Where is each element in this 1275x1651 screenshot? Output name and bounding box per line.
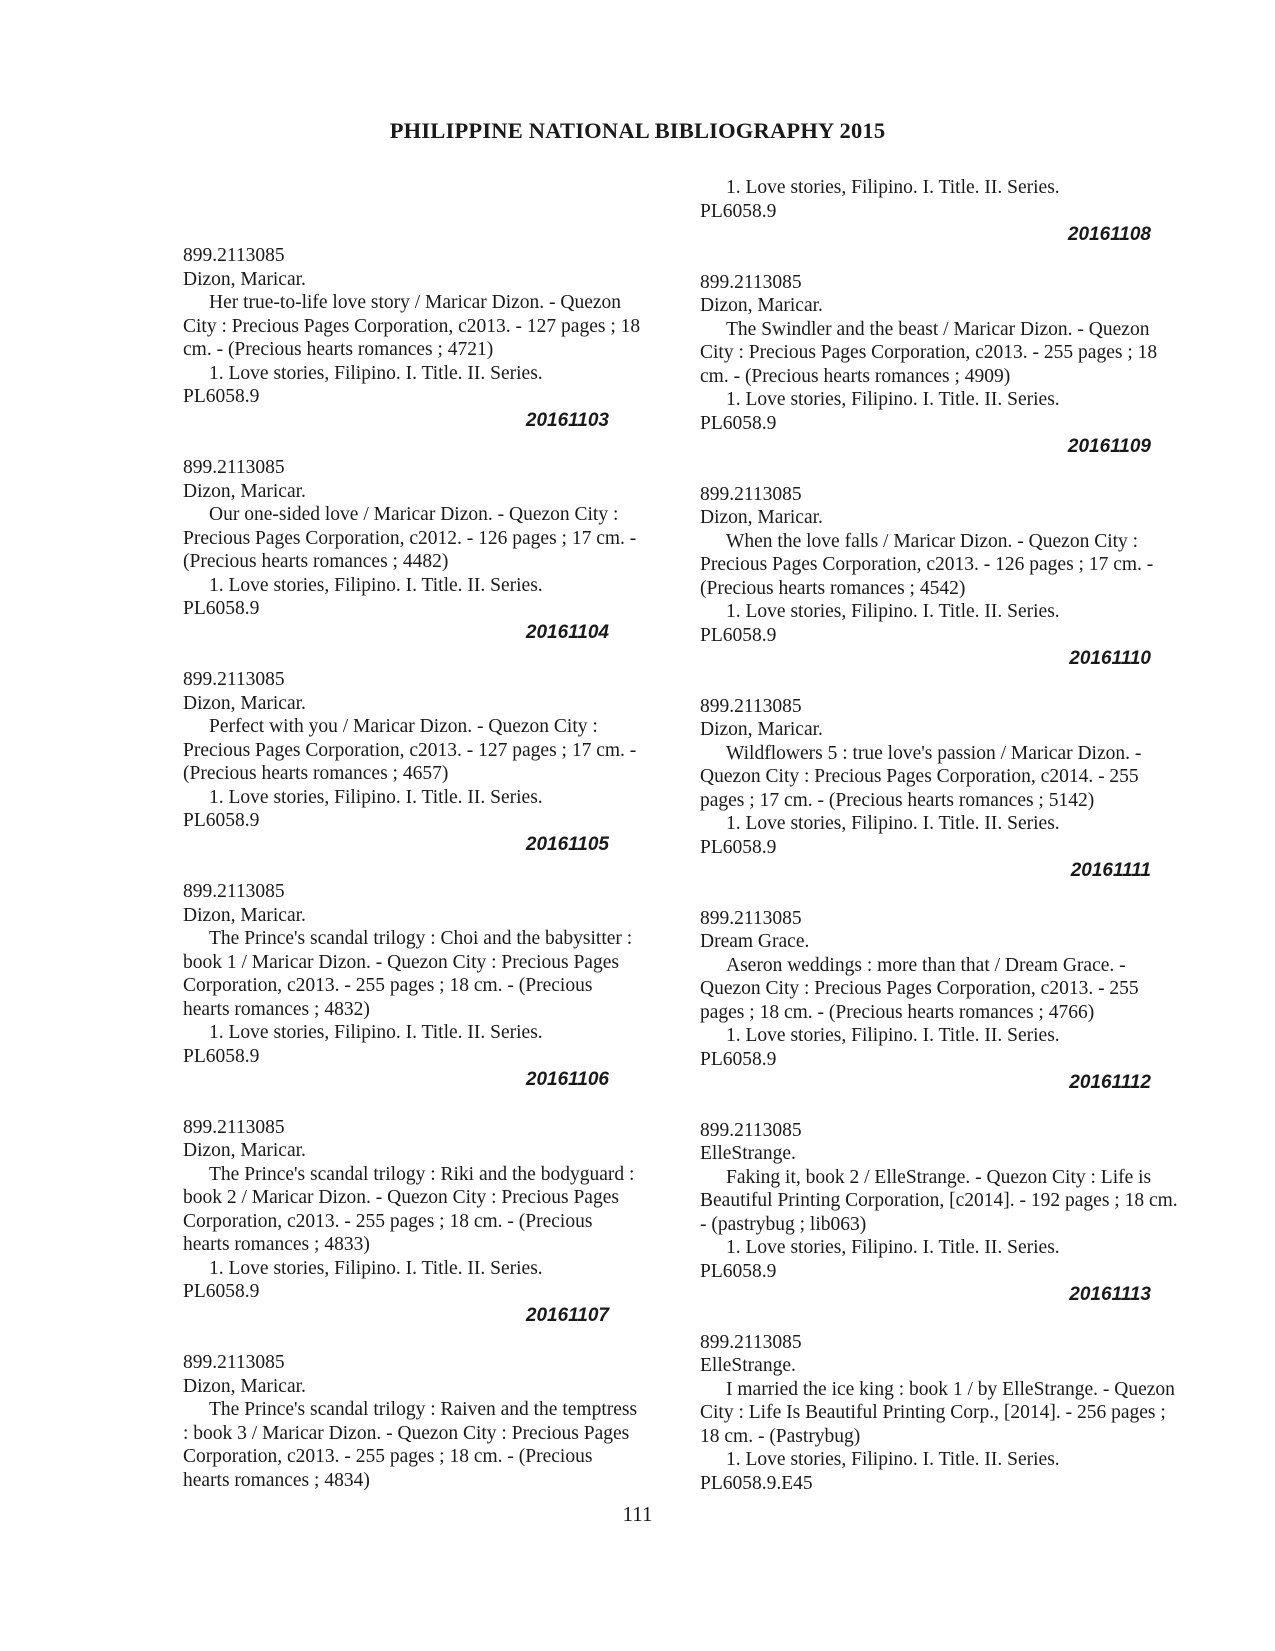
author: Dizon, Maricar. xyxy=(183,692,306,714)
title-description: Perfect with you / Maricar Dizon. - Quezon City : Precious Pages Corporation, c2013. - 127 pages ; 17 cm. - (Precious hearts romances ; 4657) xyxy=(183,716,637,784)
bibliographic-record xyxy=(700,1331,1185,1496)
call-number: PL6058.9 xyxy=(700,836,777,858)
bibliographic-record xyxy=(700,483,1185,671)
author: ElleStrange. xyxy=(700,1355,796,1376)
bibliographic-record xyxy=(183,456,643,644)
bibliographic-record xyxy=(700,271,1185,459)
class-number: 899.2113085 xyxy=(183,669,285,690)
title-description: Faking it, book 2 / ElleStrange. - Quezon City : Life is Beautiful Printing Corporation, [c2014]. - 192 pages ; 18 cm. - (pastrybug ; lib063) xyxy=(700,1166,1178,1235)
title-description: Wildflowers 5 : true love's passion / Maricar Dizon. - Quezon City : Precious Pages Corporation, c2014. - 255 pages ; 17 cm. - (Precious hearts romances ; 5142) xyxy=(700,742,1142,811)
call-number: PL6058.9 xyxy=(183,386,260,407)
author: Dizon, Maricar. xyxy=(183,904,306,926)
author: Dizon, Maricar. xyxy=(183,268,306,290)
call-number: PL6058.9 xyxy=(183,1281,260,1302)
entry-number: 20161103 xyxy=(525,409,609,431)
entry-number: 20161112 xyxy=(1069,1072,1151,1093)
title-description: When the love falls / Maricar Dizon. - Quezon City : Precious Pages Corporation, c2013. - 126 pages ; 17 cm. - (Precious hearts romances ; 4542) xyxy=(700,530,1154,599)
subject-headings: 1. Love stories, Filipino. I. Title. II. Series. xyxy=(726,1449,1060,1470)
author: Dizon, Maricar. xyxy=(183,1140,306,1161)
class-number: 899.2113085 xyxy=(183,1116,285,1138)
entry-number: 20161106 xyxy=(525,1069,609,1090)
entry-number: 20161107 xyxy=(525,1304,609,1326)
title-description: I married the ice king : book 1 / by ElleStrange. - Quezon City : Life Is Beautiful Printing Corp., [2014]. - 256 pages ; 18 cm. - (Pastrybug) xyxy=(700,1378,1175,1447)
class-number: 899.2113085 xyxy=(183,245,285,266)
call-number: PL6058.9 xyxy=(183,598,260,619)
call-number: PL6058.9 xyxy=(700,1048,777,1070)
page-title: PHILIPPINE NATIONAL BIBLIOGRAPHY 2015 xyxy=(389,118,886,143)
bibliographic-record xyxy=(183,1351,643,1492)
class-number: 899.2113085 xyxy=(700,271,802,293)
bibliographic-record-continuation xyxy=(700,176,1185,247)
title-description: The Prince's scandal trilogy : Riki and the bodyguard : book 2 / Maricar Dizon. - Quezon City : Precious Pages Corporation, c2013. - 255 pages ; 18 cm. - (Precious hearts romances ; 4833) xyxy=(183,1163,635,1255)
bibliographic-record xyxy=(183,668,643,856)
subject-headings: 1. Love stories, Filipino. I. Title. II. Series. xyxy=(726,1025,1060,1046)
subject-headings: 1. Love stories, Filipino. I. Title. II. Series. xyxy=(726,601,1060,622)
entry-number: 20161109 xyxy=(1067,436,1151,457)
subject-headings: 1. Love stories, Filipino. I. Title. II. Series. xyxy=(209,1257,543,1279)
bibliographic-record xyxy=(700,907,1185,1095)
entry-number: 20161113 xyxy=(1069,1284,1151,1305)
subject-headings: 1. Love stories, Filipino. I. Title. II. Series. xyxy=(209,362,543,384)
bibliographic-record xyxy=(183,880,643,1092)
class-number: 899.2113085 xyxy=(700,1119,802,1141)
entry-number: 20161104 xyxy=(525,621,609,643)
title-description: Aseron weddings : more than that / Dream Grace. - Quezon City : Precious Pages Corporation, c2013. - 255 pages ; 18 cm. - (Precious hearts romances ; 4766) xyxy=(700,954,1139,1023)
author: Dizon, Maricar. xyxy=(183,1375,306,1397)
call-number: PL6058.9 xyxy=(700,412,777,434)
author: ElleStrange. xyxy=(700,1143,796,1164)
class-number: 899.2113085 xyxy=(700,1331,802,1353)
subject-headings: 1. Love stories, Filipino. I. Title. II. Series. xyxy=(209,786,543,808)
class-number: 899.2113085 xyxy=(183,881,285,902)
call-number: PL6058.9 xyxy=(183,1045,260,1067)
title-description: The Prince's scandal trilogy : Choi and the babysitter : book 1 / Maricar Dizon. - Quezon City : Precious Pages Corporation, c2013. - 255 pages ; 18 cm. - (Precious hearts romances ; 4832) xyxy=(183,928,633,1020)
class-number: 899.2113085 xyxy=(700,907,802,929)
bibliographic-record xyxy=(183,244,643,432)
class-number: 899.2113085 xyxy=(700,483,802,505)
class-number: 899.2113085 xyxy=(700,695,802,717)
call-number: PL6058.9.E45 xyxy=(700,1472,813,1494)
entry-number: 20161105 xyxy=(525,833,609,855)
author: Dizon, Maricar. xyxy=(700,719,823,740)
subject-headings: 1. Love stories, Filipino. I. Title. II. Series. xyxy=(726,177,1060,198)
author: Dizon, Maricar. xyxy=(700,295,823,316)
subject-headings: 1. Love stories, Filipino. I. Title. II. Series. xyxy=(726,813,1060,834)
bibliographic-record xyxy=(700,1119,1185,1307)
subject-headings: 1. Love stories, Filipino. I. Title. II. Series. xyxy=(726,389,1060,410)
page-number: 111 xyxy=(622,1502,653,1526)
bibliographic-record xyxy=(183,1116,643,1328)
entry-number: 20161111 xyxy=(1070,860,1151,881)
left-column xyxy=(183,244,643,1492)
title-description: Our one-sided love / Maricar Dizon. - Quezon City : Precious Pages Corporation, c2012. - 126 pages ; 17 cm. - (Precious hearts romances ; 4482) xyxy=(183,504,637,572)
call-number: PL6058.9 xyxy=(700,624,777,646)
title-description: The Swindler and the beast / Maricar Dizon. - Quezon City : Precious Pages Corporation, c2013. - 255 pages ; 18 cm. - (Precious hearts romances ; 4909) xyxy=(700,318,1158,387)
title-description: Her true-to-life love story / Maricar Dizon. - Quezon City : Precious Pages Corporation, c2013. - 127 pages ; 18 cm. - (Precious hearts romances ; 4721) xyxy=(183,292,641,360)
call-number: PL6058.9 xyxy=(700,1260,777,1282)
call-number: PL6058.9 xyxy=(700,200,777,222)
class-number: 899.2113085 xyxy=(183,457,285,478)
class-number: 899.2113085 xyxy=(183,1352,285,1373)
author: Dizon, Maricar. xyxy=(183,480,306,502)
bibliographic-record xyxy=(700,695,1185,883)
author: Dizon, Maricar. xyxy=(700,507,823,528)
title-description: The Prince's scandal trilogy : Raiven and the temptress : book 3 / Maricar Dizon. - Quezon City : Precious Pages Corporation, c2013. - 255 pages ; 18 cm. - (Precious hearts romances ; 4834) xyxy=(183,1399,638,1491)
subject-headings: 1. Love stories, Filipino. I. Title. II. Series. xyxy=(209,1022,543,1043)
entry-number: 20161108 xyxy=(1067,224,1151,245)
author: Dream Grace. xyxy=(700,931,810,952)
subject-headings: 1. Love stories, Filipino. I. Title. II. Series. xyxy=(209,574,543,596)
call-number: PL6058.9 xyxy=(183,810,260,831)
right-column xyxy=(700,176,1185,1495)
entry-number: 20161110 xyxy=(1069,648,1151,669)
subject-headings: 1. Love stories, Filipino. I. Title. II. Series. xyxy=(726,1237,1060,1258)
